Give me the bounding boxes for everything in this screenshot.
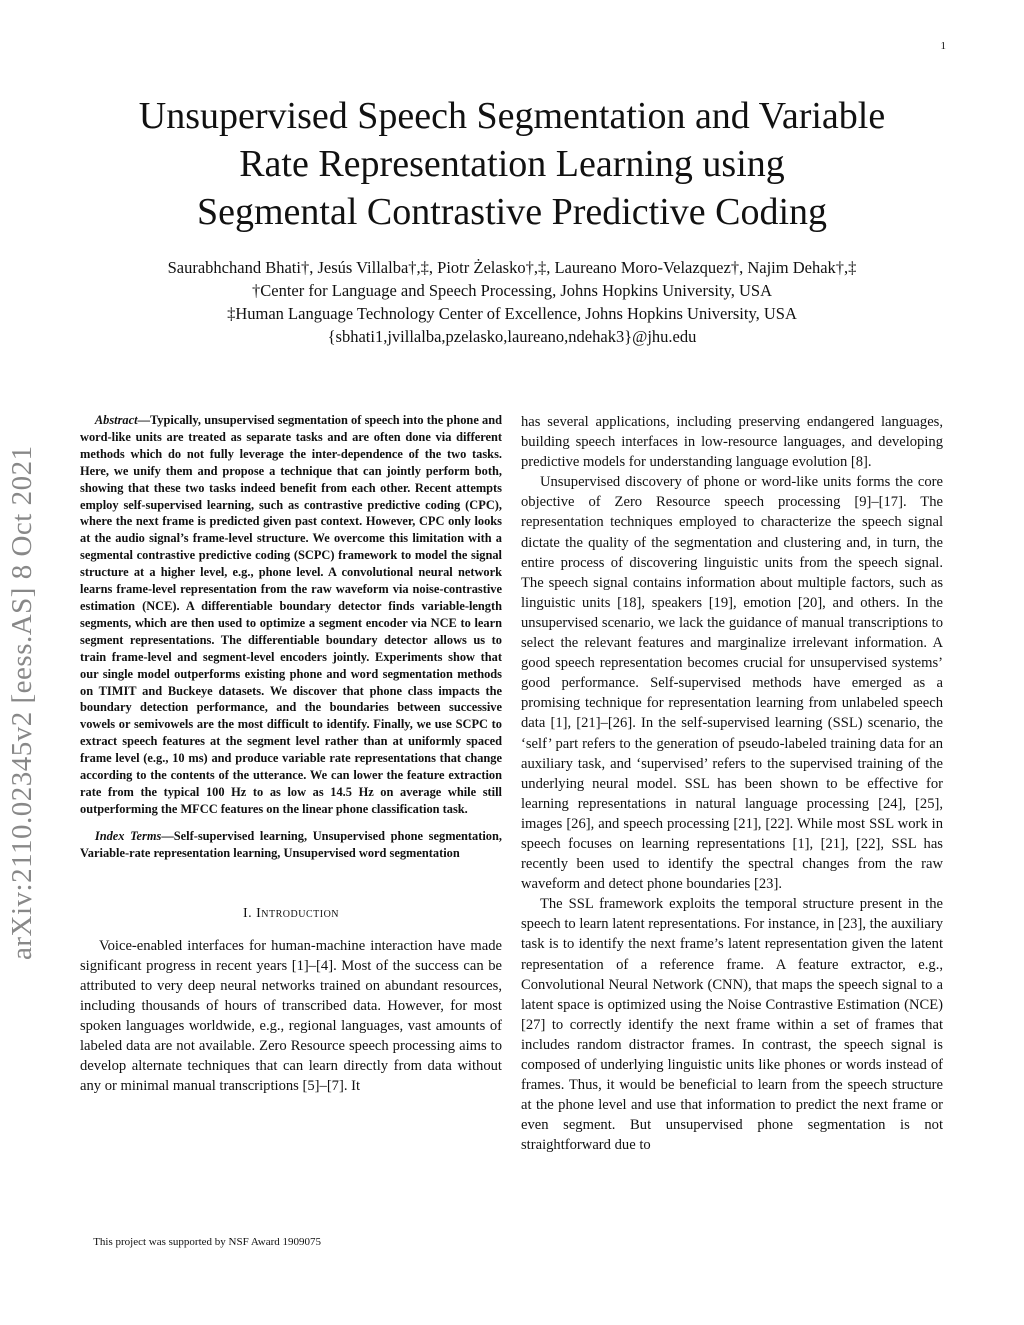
author-block bbox=[60, 256, 964, 348]
author-names: Saurabhchand Bhati†, Jesús Villalba†,‡, Piotr Żelasko†,‡, Laureano Moro-Velazquez†, Najim Dehak†,‡ bbox=[167, 258, 857, 277]
abstract-text: —Typically, unsupervised segmentation of speech into the phone and word-like units are treated as separate tasks and are often done via different methods which do not fully leverage the inter-dependence of the two tasks. Here, we unify them and propose a technique that can jointly perform both, showing that these two tasks indeed benefit from each other. Recent attempts employ self-supervised learning, such as contrastive predictive coding (CPC), where the next frame is predicted given past context. However, CPC only looks at the audio signal’s frame-level structure. We overcome this limitation with a segmental contrastive predictive coding (SCPC) framework to model the signal structure at a higher level, e.g., phone level. A convolutional neural network learns frame-level representation from the raw waveform via noise-contrastive estimation (NCE). A differentiable boundary detector finds variable-length segments, which are then used to optimize a segment encoder via NCE to learn segment representations. The differentiable boundary detector allows us to train frame-level and segment-level encoders jointly. Experiments show that our single model outperforms existing phone and word segmentation methods on TIMIT and Buckeye datasets. We discover that phone class impacts the boundary detection performance, and the boundaries between successive vowels or semivowels are the most difficult to identify. Finally, we use SCPC to extract speech features at the segment level rather than at uniformly spaced frame level (e.g., 10 ms) and produce variable rate representations that change according to the contents of the utterance. We can lower the feature extraction rate from the typical 100 Hz to as low as 14.5 Hz on average while still outperforming the MFCC features on the linear phone classification task. bbox=[80, 413, 502, 816]
affiliation-1: †Center for Language and Speech Processing, Johns Hopkins University, USA bbox=[252, 281, 772, 300]
right-column bbox=[521, 412, 943, 1155]
abstract bbox=[80, 412, 502, 818]
author-emails: {sbhati1,jvillalba,pzelasko,laureano,ndehak3}@jhu.edu bbox=[327, 327, 697, 346]
index-terms bbox=[80, 828, 502, 862]
section-heading bbox=[80, 906, 502, 922]
footnote: This project was supported by NSF Award 1909075 bbox=[93, 1236, 322, 1248]
index-terms-label: Index Terms bbox=[94, 828, 162, 843]
page-number: 1 bbox=[940, 40, 946, 52]
abstract-label: Abstract bbox=[94, 413, 138, 427]
title-line: Unsupervised Speech Segmentation and Variable bbox=[138, 95, 886, 137]
paragraph: has several applications, including preserving endangered languages, building speech interfaces in low-resource languages, and developing predictive models for understanding language evolution [8]. bbox=[521, 414, 943, 471]
left-column bbox=[80, 412, 502, 1096]
paragraph: The SSL framework exploits the temporal structure present in the speech to learn latent representations. For instance, in [23], the auxiliary task is to identify the next frame’s latent representation given the latent representation of a reference frame. A feature extractor, e.g., Convolutional Neural Network (CNN), that maps the speech signal to a latent space is optimized using the Noise Contrastive Estimation (NCE) [27] to correctly identify the next frame within a set of frames that includes random distractor frames. In contrast, the speech signal is composed of underlying linguistic units like phones or words instead of frames. Thus, it would be beneficial to learn from the speech structure at the phone level and use that information to predict the next frame or even segment. But unsupervised phone segmentation is not straightforward due to bbox=[521, 896, 943, 1154]
title-line: Rate Representation Learning using bbox=[239, 143, 785, 185]
paper-title bbox=[60, 92, 964, 236]
title-line: Segmental Contrastive Predictive Coding bbox=[196, 191, 828, 233]
affiliation-2: ‡Human Language Technology Center of Excellence, Johns Hopkins University, USA bbox=[227, 304, 797, 323]
arxiv-identifier[interactable]: arXiv:2110.02345v2 [eess.AS] 8 Oct 2021 bbox=[6, 445, 38, 960]
section-title: Introduction bbox=[256, 905, 340, 921]
index-terms-text: —Self-supervised learning, Unsupervised phone segmentation, Variable-rate representation learning, Unsupervised word segmentation bbox=[80, 828, 502, 860]
intro-paragraph: Voice-enabled interfaces for human-machine interaction have made significant progress in recent years [1]–[4]. Most of the success can be attributed to very deep neural networks trained on abundant resources, including thousands of hours of transcribed data. However, for most spoken languages worldwide, e.g., regional languages, vast amounts of labeled data are not available. Zero Resource speech processing aims to develop alternate techniques that can learn directly from data without any or minimal manual transcriptions [5]–[7]. It bbox=[80, 937, 502, 1095]
paragraph: Unsupervised discovery of phone or word-like units forms the core objective of Zero Resource speech processing [9]–[17]. The representation techniques employed to characterize the speech signal dictate the quality of the segmentation and clustering and, in turn, the entire process of discovering linguistic units from the speech signal. The speech signal contains information about multiple factors, such as linguistic units [18], speakers [19], emotion [20], and others. In the unsupervised scenario, we lack the guidance of manual transcriptions to select the relevant features and marginalize irrelevant information. A good speech representation becomes crucial for unsupervised systems’ good performance. Self-supervised methods have emerged as a promising technique for representation learning from unlabeled speech data [1], [21]–[26]. In the self-supervised learning (SSL) scenario, the ‘self’ part refers to the generation of pseudo-labeled training data for an auxiliary task, and ‘supervised’ refers to the supervised training of the underlying neural model. SSL has been shown to be effective for learning representations in natural language processing [24], [25], images [26], and speech processing [21], [22]. While most SSL work in speech focuses on learning representations [1], [21], [22], SSL has recently been used to identify the spectral changes from the raw waveform and detect phone boundaries [23]. bbox=[521, 474, 943, 893]
section-number: I. bbox=[242, 905, 253, 921]
